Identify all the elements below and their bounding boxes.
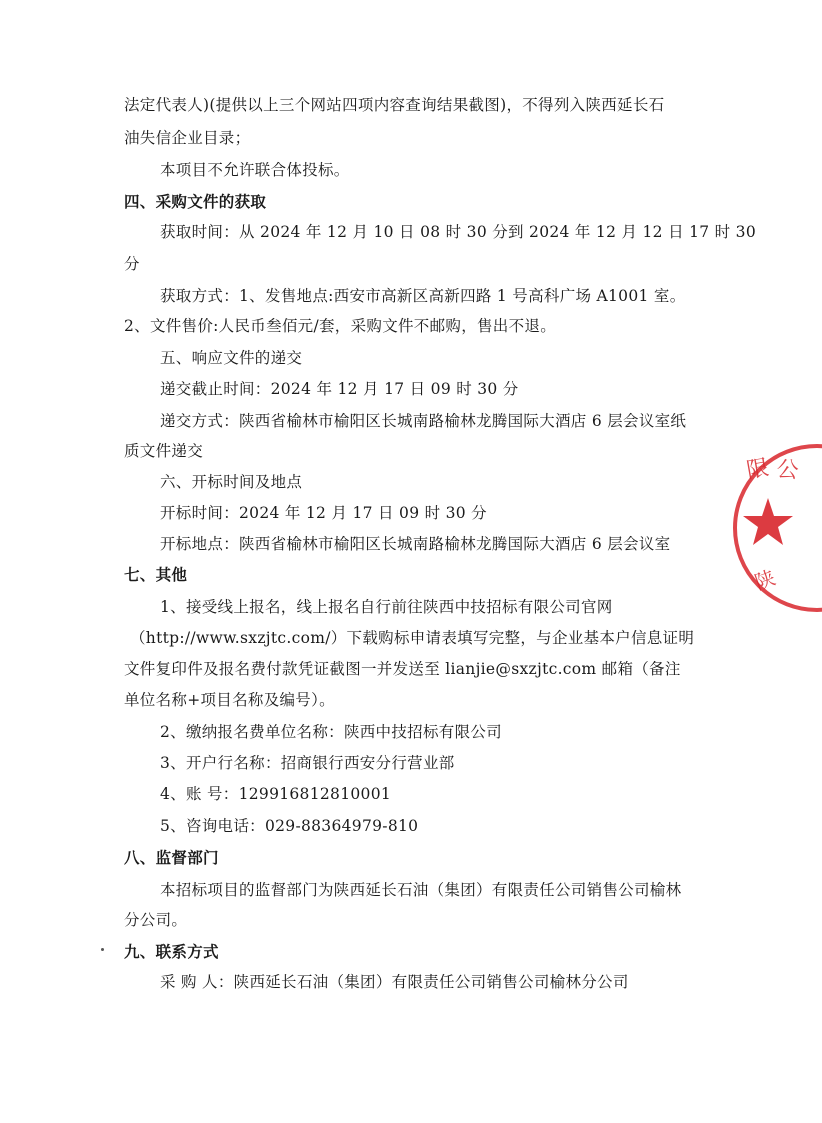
doc-line: 文件复印件及报名费付款凭证截图一并发送至 lianjie@sxzjtc.com 邮箱（备注 <box>124 660 681 678</box>
doc-line: 递交方式：陕西省榆林市榆阳区长城南路榆林龙腾国际大酒店 6 层会议室纸 <box>160 412 687 430</box>
section-heading-4: 四、采购文件的获取 <box>124 193 267 211</box>
doc-line: 3、开户行名称：招商银行西安分行营业部 <box>160 754 455 772</box>
section-heading-7: 七、其他 <box>124 566 188 584</box>
doc-line: 获取方式：1、发售地点:西安市高新区高新四路 1 号高科广场 A1001 室。 <box>160 287 686 305</box>
doc-line: 分公司。 <box>124 911 188 929</box>
doc-line: 法定代表人)(提供以上三个网站四项内容查询结果截图)，不得列入陕西延长石 <box>124 96 665 114</box>
doc-line: 采 购 人：陕西延长石油（集团）有限责任公司销售公司榆林分公司 <box>160 973 629 991</box>
section-heading-9: 九、联系方式 <box>124 943 219 961</box>
seal-graphic <box>722 440 822 620</box>
doc-line: 本项目不允许联合体投标。 <box>160 161 350 179</box>
doc-line: 开标时间：2024 年 12 月 17 日 09 时 30 分 <box>160 504 487 522</box>
section-heading-6: 六、开标时间及地点 <box>160 473 303 491</box>
doc-line: 油失信企业目录； <box>124 129 251 147</box>
doc-line: 5、咨询电话：029-88364979-810 <box>160 817 419 835</box>
company-seal-stamp <box>722 440 822 620</box>
doc-line: 1、接受线上报名，线上报名自行前往陕西中技招标有限公司官网 <box>160 598 613 616</box>
section-heading-8: 八、监督部门 <box>124 849 219 867</box>
svg-text:限: 限 <box>744 455 771 484</box>
doc-line: 递交截止时间：2024 年 12 月 17 日 09 时 30 分 <box>160 380 519 398</box>
doc-line: 本招标项目的监督部门为陕西延长石油（集团）有限责任公司销售公司榆林 <box>160 881 682 899</box>
doc-line: 2、文件售价:人民币叁佰元/套，采购文件不邮购，售出不退。 <box>124 317 557 335</box>
doc-line: 质文件递交 <box>124 442 204 460</box>
svg-text:公: 公 <box>775 457 800 484</box>
section-heading-5: 五、响应文件的递交 <box>160 349 303 367</box>
doc-line: （http://www.sxzjtc.com/）下载购标申请表填写完整，与企业基本户信息证明 <box>130 629 695 647</box>
svg-text:陕: 陕 <box>751 565 779 595</box>
doc-line: 获取时间：从 2024 年 12 月 10 日 08 时 30 分到 2024 年 12 月 12 日 17 时 30 <box>160 223 756 241</box>
doc-line: 4、账 号：129916812810001 <box>160 785 392 803</box>
scan-speck <box>101 948 104 951</box>
doc-line: 单位名称+项目名称及编号）。 <box>124 691 335 709</box>
doc-line: 分 <box>124 255 140 273</box>
doc-line: 开标地点：陕西省榆林市榆阳区长城南路榆林龙腾国际大酒店 6 层会议室 <box>160 535 671 553</box>
doc-line: 2、缴纳报名费单位名称：陕西中技招标有限公司 <box>160 723 502 741</box>
